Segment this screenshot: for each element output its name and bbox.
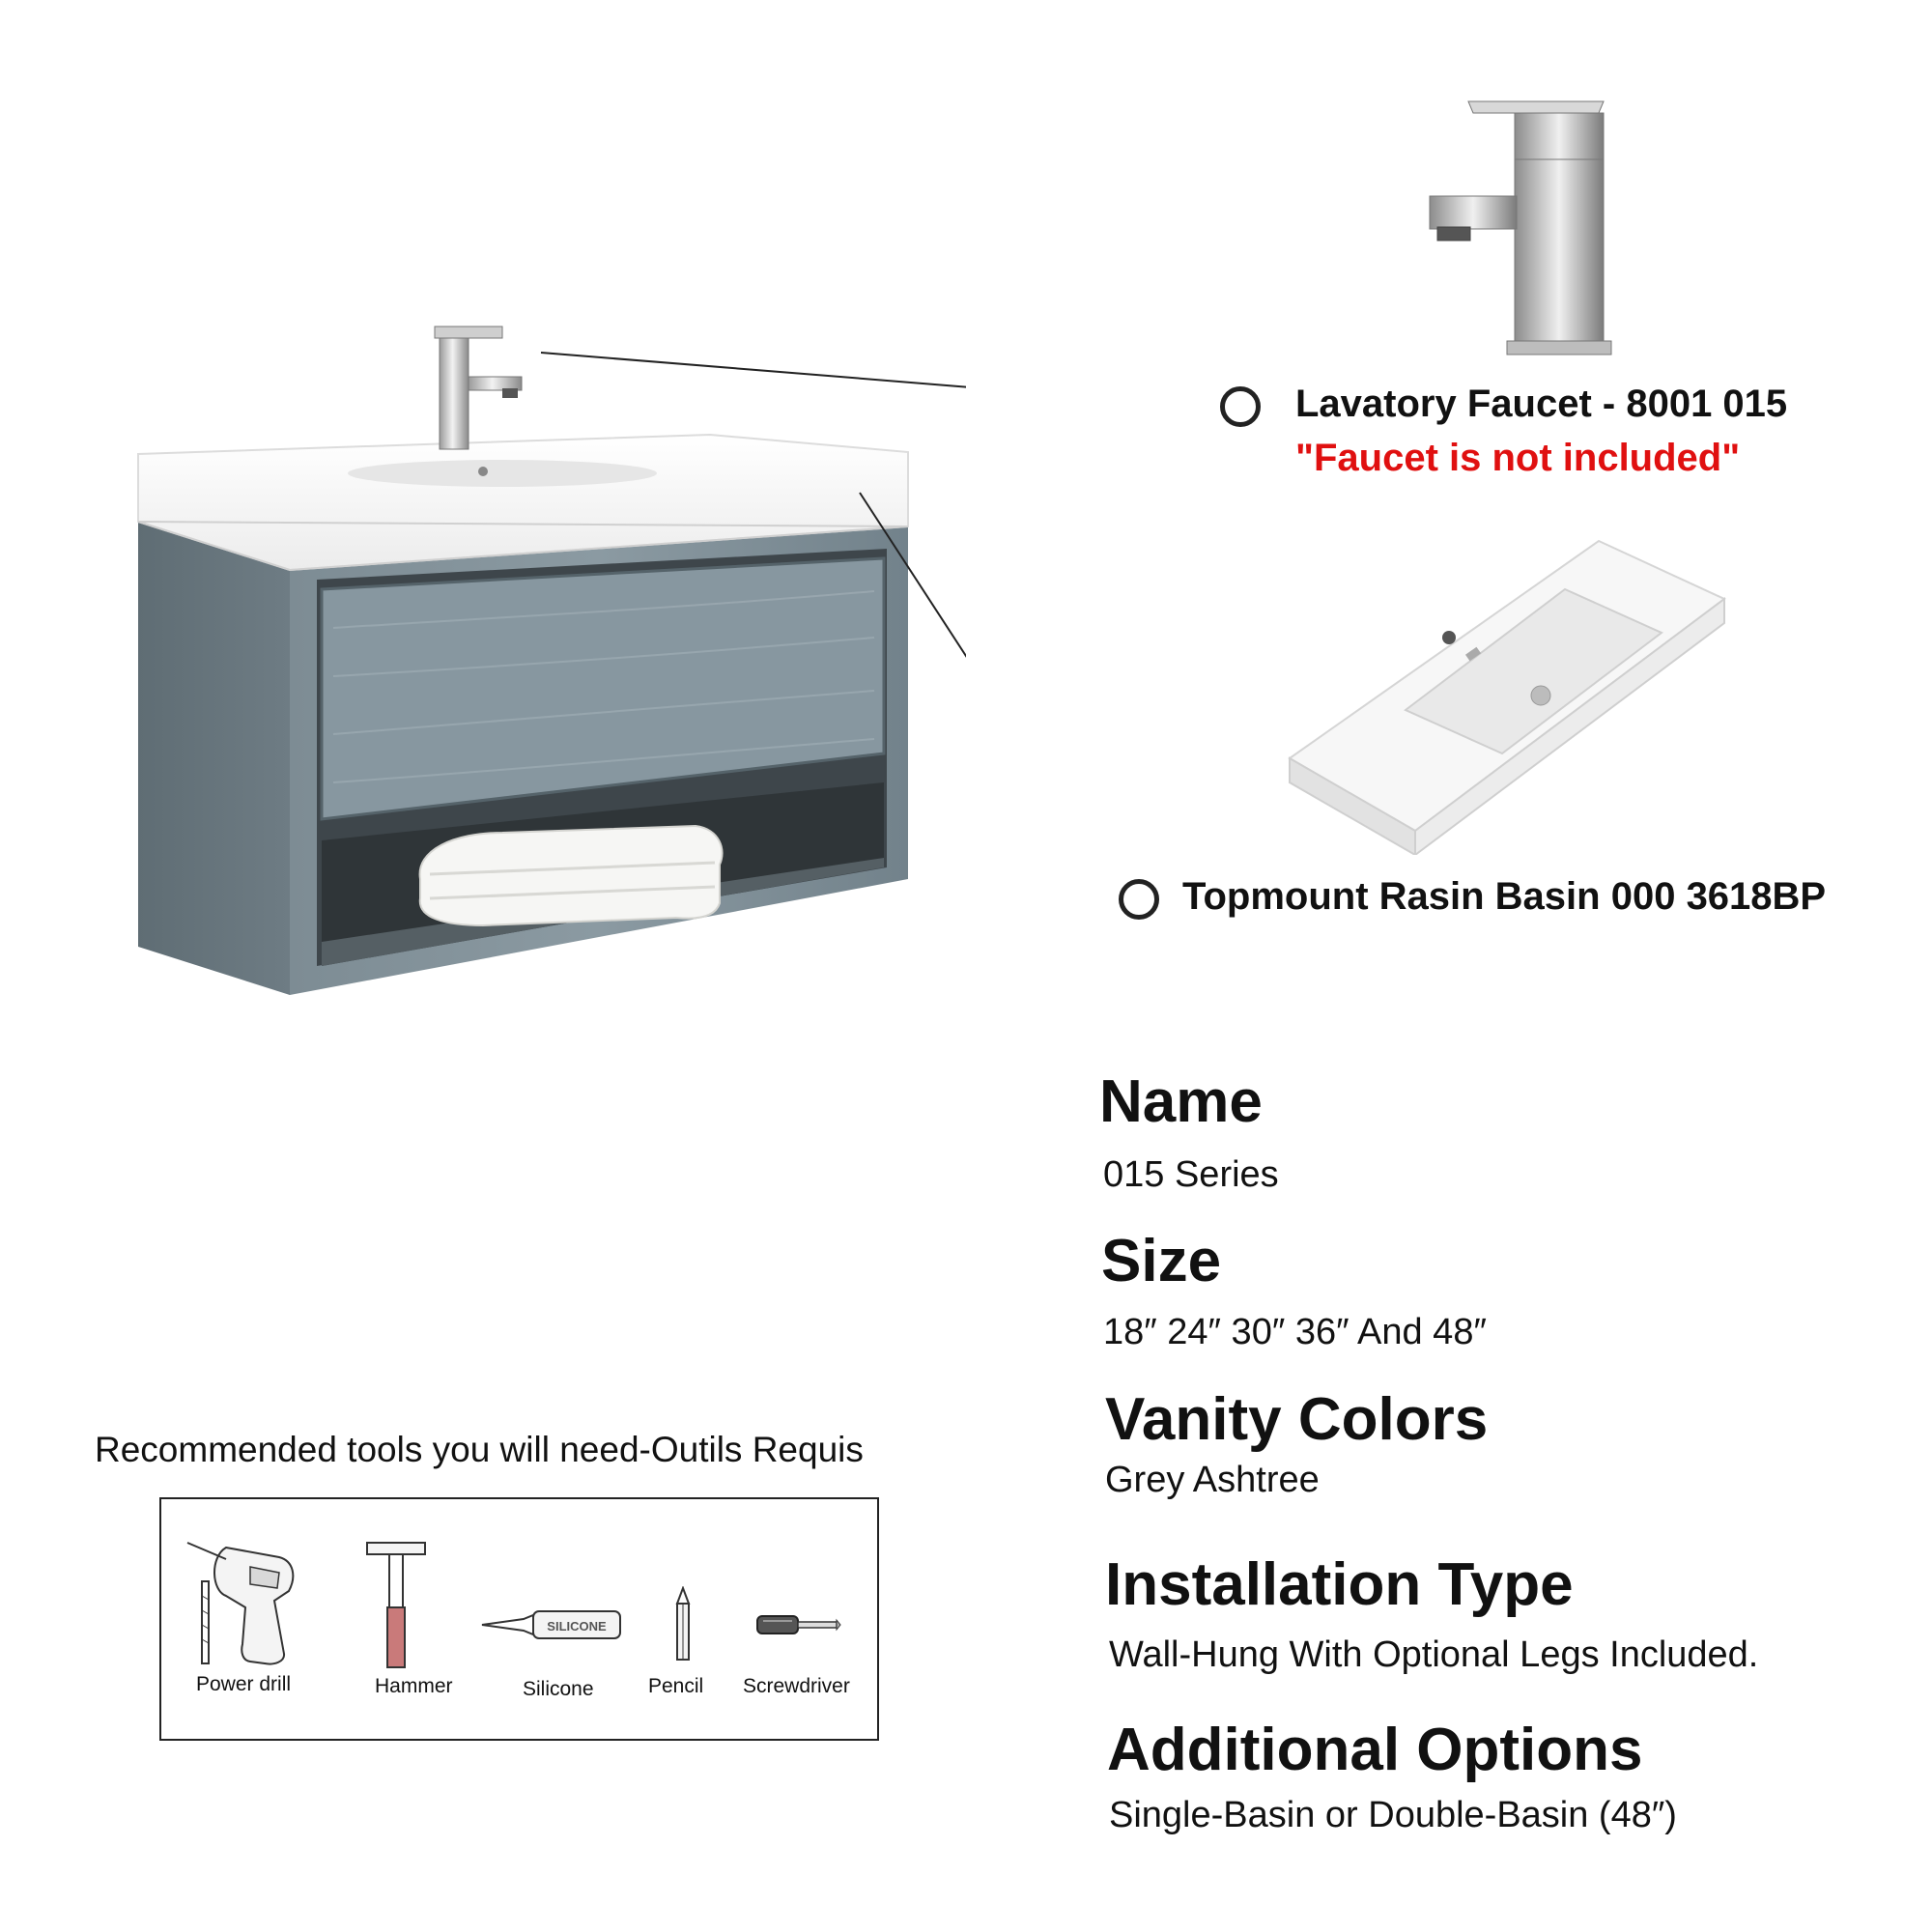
- silicone-tube-text: SILICONE: [547, 1619, 607, 1634]
- spec-install-value: Wall-Hung With Optional Legs Included.: [1109, 1634, 1759, 1675]
- basin-callout-marker: [1119, 879, 1159, 920]
- tool-label-hammer: Hammer: [375, 1675, 453, 1697]
- faucet-callout-title: Lavatory Faucet - 8001 015: [1295, 383, 1788, 425]
- faucet-product-image: [1410, 92, 1623, 357]
- tool-label-power-drill: Power drill: [196, 1673, 292, 1695]
- faucet-callout-marker: [1220, 386, 1261, 427]
- spec-options-label: Additional Options: [1107, 1717, 1643, 1783]
- basin-product-image: [1285, 536, 1729, 855]
- spec-size-value: 18″ 24″ 30″ 36″ And 48″: [1103, 1312, 1487, 1352]
- power-drill-icon: [183, 1538, 308, 1668]
- spec-install-label: Installation Type: [1105, 1551, 1574, 1618]
- tool-label-screwdriver: Screwdriver: [743, 1675, 850, 1697]
- screwdriver-icon: [755, 1610, 842, 1639]
- spec-options-value: Single-Basin or Double-Basin (48″): [1109, 1795, 1677, 1835]
- spec-colors-label: Vanity Colors: [1105, 1386, 1489, 1453]
- faucet-not-included-note: "Faucet is not included": [1295, 437, 1741, 479]
- hammer-icon: [362, 1538, 430, 1673]
- basin-callout-title: Topmount Rasin Basin 000 3618BP: [1182, 875, 1827, 918]
- tool-label-pencil: Pencil: [648, 1675, 704, 1697]
- tools-box: [159, 1497, 879, 1741]
- spec-size-label: Size: [1101, 1228, 1222, 1294]
- vanity-product-image: [0, 0, 966, 1024]
- tools-title: Recommended tools you will need-Outils Requis: [95, 1430, 864, 1469]
- pencil-icon: [668, 1586, 697, 1663]
- spec-name-label: Name: [1099, 1068, 1263, 1135]
- spec-colors-value: Grey Ashtree: [1105, 1460, 1320, 1500]
- silicone-tube-icon: [480, 1605, 625, 1644]
- spec-name-value: 015 Series: [1103, 1154, 1279, 1195]
- tool-label-silicone: Silicone: [523, 1678, 594, 1700]
